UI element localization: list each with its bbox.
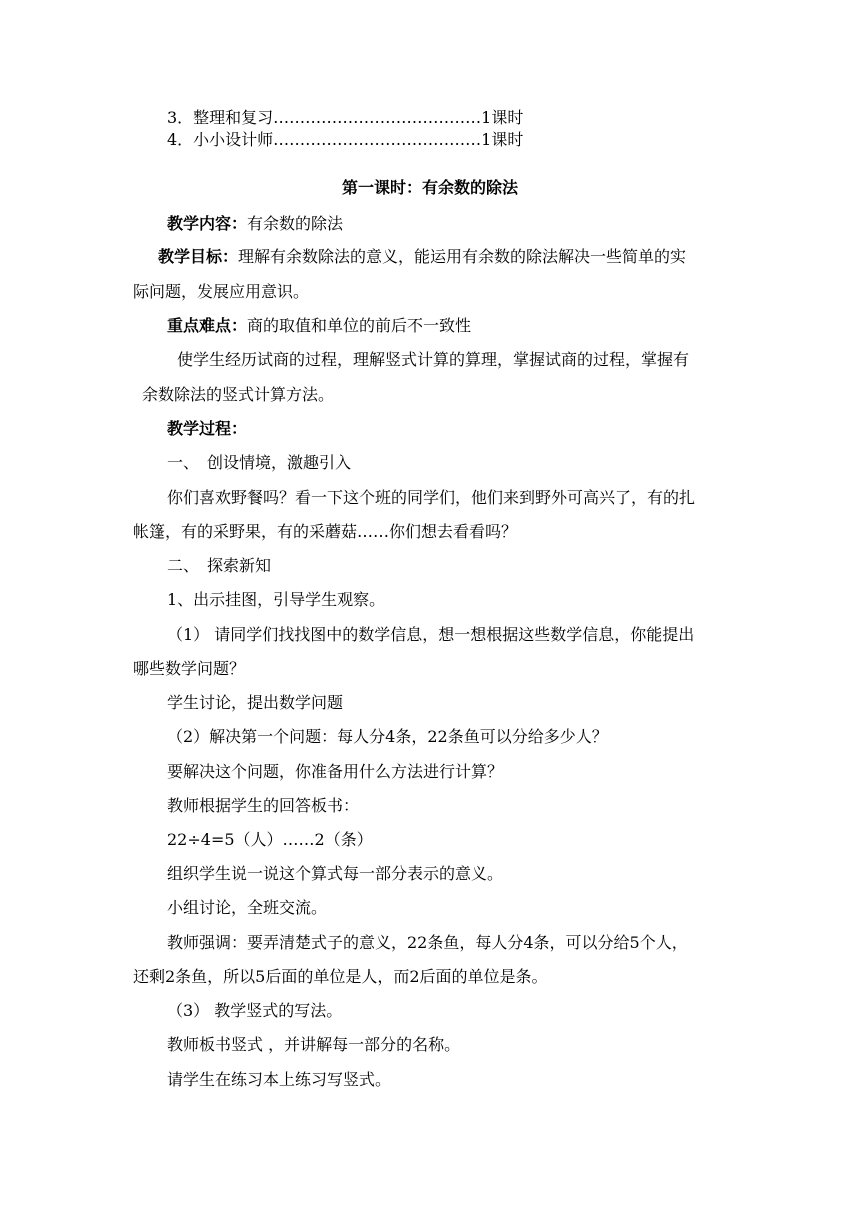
body-line: 请学生在练习本上练习写竖式。	[167, 1070, 392, 1089]
toc-item-4: 4．小小设计师…………………………………1课时	[167, 130, 524, 149]
body-line: 组织学生说一说这个算式每一部分表示的意义。	[167, 864, 504, 883]
body-line: 一、 创设情境，激趣引入	[167, 453, 352, 472]
body-line: 小组讨论，全班交流。	[167, 898, 328, 917]
body-line: 还剩2条鱼，所以5后面的单位是人，而2后面的单位是条。	[133, 967, 548, 986]
toc-item-3: 3．整理和复习…………………………………1课时	[167, 108, 524, 127]
body-line: 学生讨论，提出数学问题	[167, 693, 344, 712]
teaching-content-label: 教学内容：	[167, 214, 248, 233]
teaching-content-text: 有余数的除法	[247, 214, 344, 233]
body-line: 帐篷，有的采野果，有的采蘑菇……你们想去看看吗？	[133, 522, 518, 541]
teaching-goal-text: 理解有余数除法的意义，能运用有余数的除法解决一些简单的实	[238, 247, 687, 266]
body-line: （3） 教学竖式的写法。	[167, 1001, 343, 1020]
body-line: 22÷4=5（人）……2（条）	[167, 830, 373, 849]
body-line: （2）解决第一个问题：每人分4条，22条鱼可以分给多少人？	[167, 727, 608, 746]
teaching-process-label: 教学过程：	[167, 419, 248, 438]
difficulty-detail-line2: 余数除法的竖式计算方法。	[142, 385, 335, 404]
body-line: 教师强调：要弄清楚式子的意义，22条鱼，每人分4条，可以分给5个人，	[167, 933, 688, 952]
difficulty-detail-line1: 使学生经历试商的过程，理解竖式计算的算理，掌握试商的过程，掌握有	[177, 350, 690, 369]
teaching-goal-line1	[158, 246, 686, 268]
key-difficulty	[167, 315, 471, 337]
teaching-content	[167, 213, 343, 235]
lesson-title: 第一课时：有余数的除法	[341, 178, 518, 197]
body-line: 要解决这个问题，你准备用什么方法进行计算？	[167, 762, 504, 781]
teaching-goal-label: 教学目标：	[158, 247, 239, 266]
teaching-goal-line2: 际问题，发展应用意识。	[133, 282, 310, 301]
body-line: 教师根据学生的回答板书：	[167, 796, 360, 815]
key-difficulty-text: 商的取值和单位的前后不一致性	[247, 316, 472, 335]
key-difficulty-label: 重点难点：	[167, 316, 248, 335]
body-line: 教师板书竖式 ，并讲解每一部分的名称。	[167, 1035, 461, 1054]
body-line: 二、 探索新知	[167, 556, 272, 575]
body-line: 1、出示挂图，引导学生观察。	[167, 590, 386, 609]
body-line: （1） 请同学们找找图中的数学信息，想一想根据这些数学信息，你能提出	[167, 625, 695, 644]
body-line: 哪些数学问题？	[133, 659, 246, 678]
body-line: 你们喜欢野餐吗？看一下这个班的同学们，他们来到野外可高兴了，有的扎	[167, 488, 696, 507]
